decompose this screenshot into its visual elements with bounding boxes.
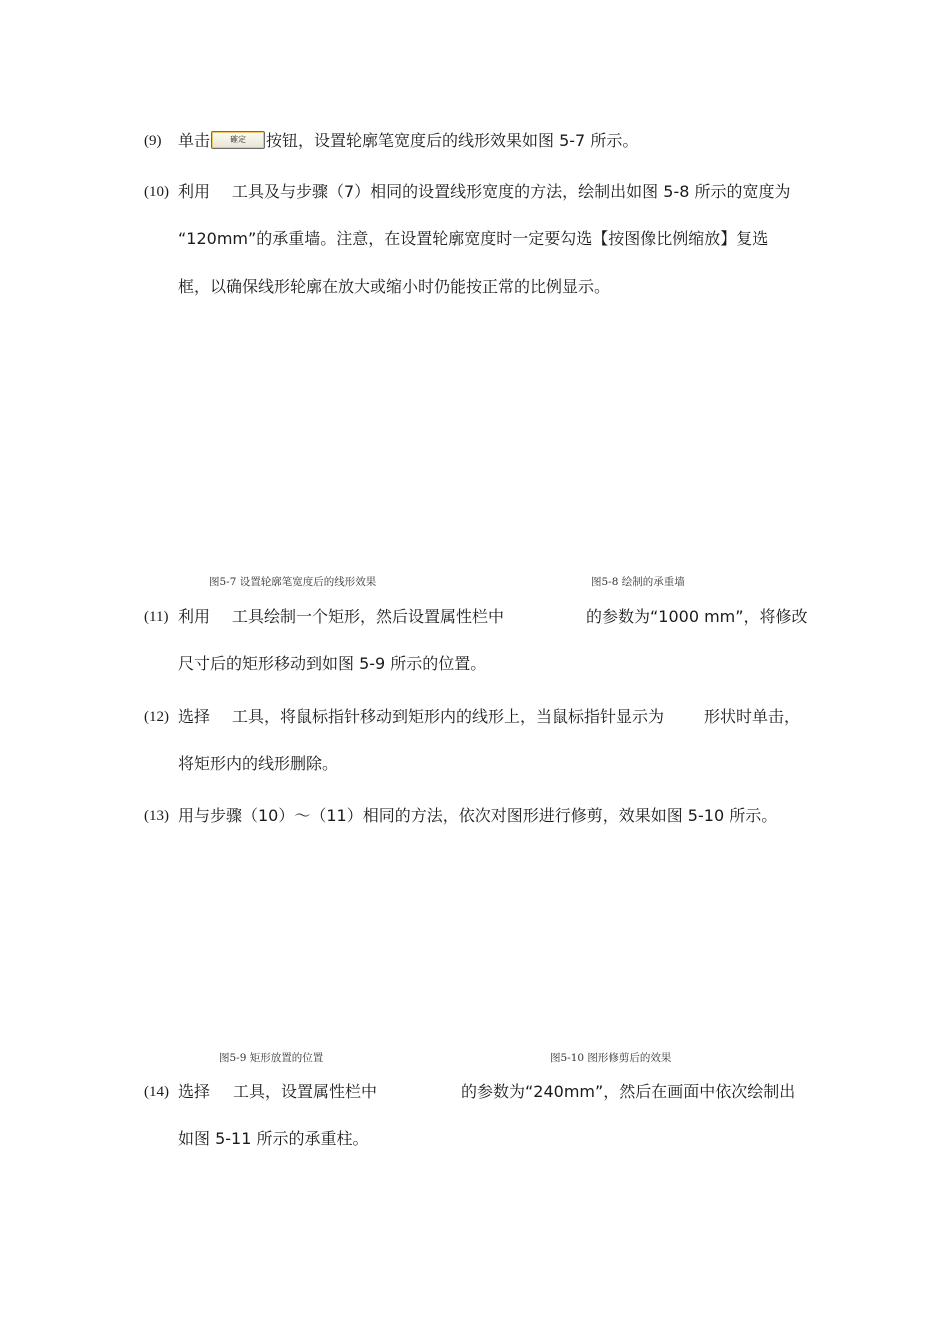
step-text-part: 单击 [178,131,211,150]
step-text-part: 的参数为“1000 mm”，将修改 [586,607,808,626]
step-text-part: 工具，将鼠标指针移动到矩形内的线形上，当鼠标指针显示为 [232,707,665,726]
step-text-part: 选择 [178,707,211,726]
step-text-part: 按钮，设置轮廓笔宽度后的线形效果如图 5-7 所示。 [266,131,639,150]
step-text-part: 工具绘制一个矩形，然后设置属性栏中 [232,607,505,626]
confirm-button-image: 確定 [211,131,265,149]
step-number: (14) [144,1084,169,1100]
figure-caption-5-9: 图5-9 矩形放置的位置 [219,1052,324,1064]
step-text-part: 的参数为“240mm”，然后在画面中依次绘制出 [461,1082,796,1101]
step-text: 框，以确保线形轮廓在放大或缩小时仍能按正常的比例显示。 [178,277,611,296]
step-text: “120mm”的承重墙。注意，在设置轮廓宽度时一定要勾选【按图像比例缩放】复选 [178,229,769,248]
figure-caption-5-10: 图5-10 图形修剪后的效果 [550,1052,672,1064]
step-text-part: 工具，设置属性栏中 [233,1082,378,1101]
step-number: (12) [144,709,169,725]
step-text [178,130,638,152]
step-text-part: 利用 [178,182,211,201]
step-text: 用与步骤（10）～（11）相同的方法，依次对图形进行修剪，效果如图 5-10 所示。 [178,806,778,825]
step-text: 尺寸后的矩形移动到如图 5-9 所示的位置。 [178,654,487,673]
step-text-part: 利用 [178,607,211,626]
step-text-part: 选择 [178,1082,211,1101]
step-number: (13) [144,808,169,824]
step-text: 如图 5-11 所示的承重柱。 [178,1129,369,1148]
figure-caption-5-8: 图5-8 绘制的承重墙 [591,576,685,588]
step-number: (9) [144,133,162,149]
step-text-part: 形状时单击， [704,707,801,726]
step-number: (11) [144,609,169,625]
figure-caption-5-7: 图5-7 设置轮廓笔宽度后的线形效果 [209,576,377,588]
step-number: (10) [144,184,169,200]
step-text: 将矩形内的线形删除。 [178,754,339,773]
step-text-part: 工具及与步骤（7）相同的设置线形宽度的方法，绘制出如图 5-8 所示的宽度为 [232,182,791,201]
